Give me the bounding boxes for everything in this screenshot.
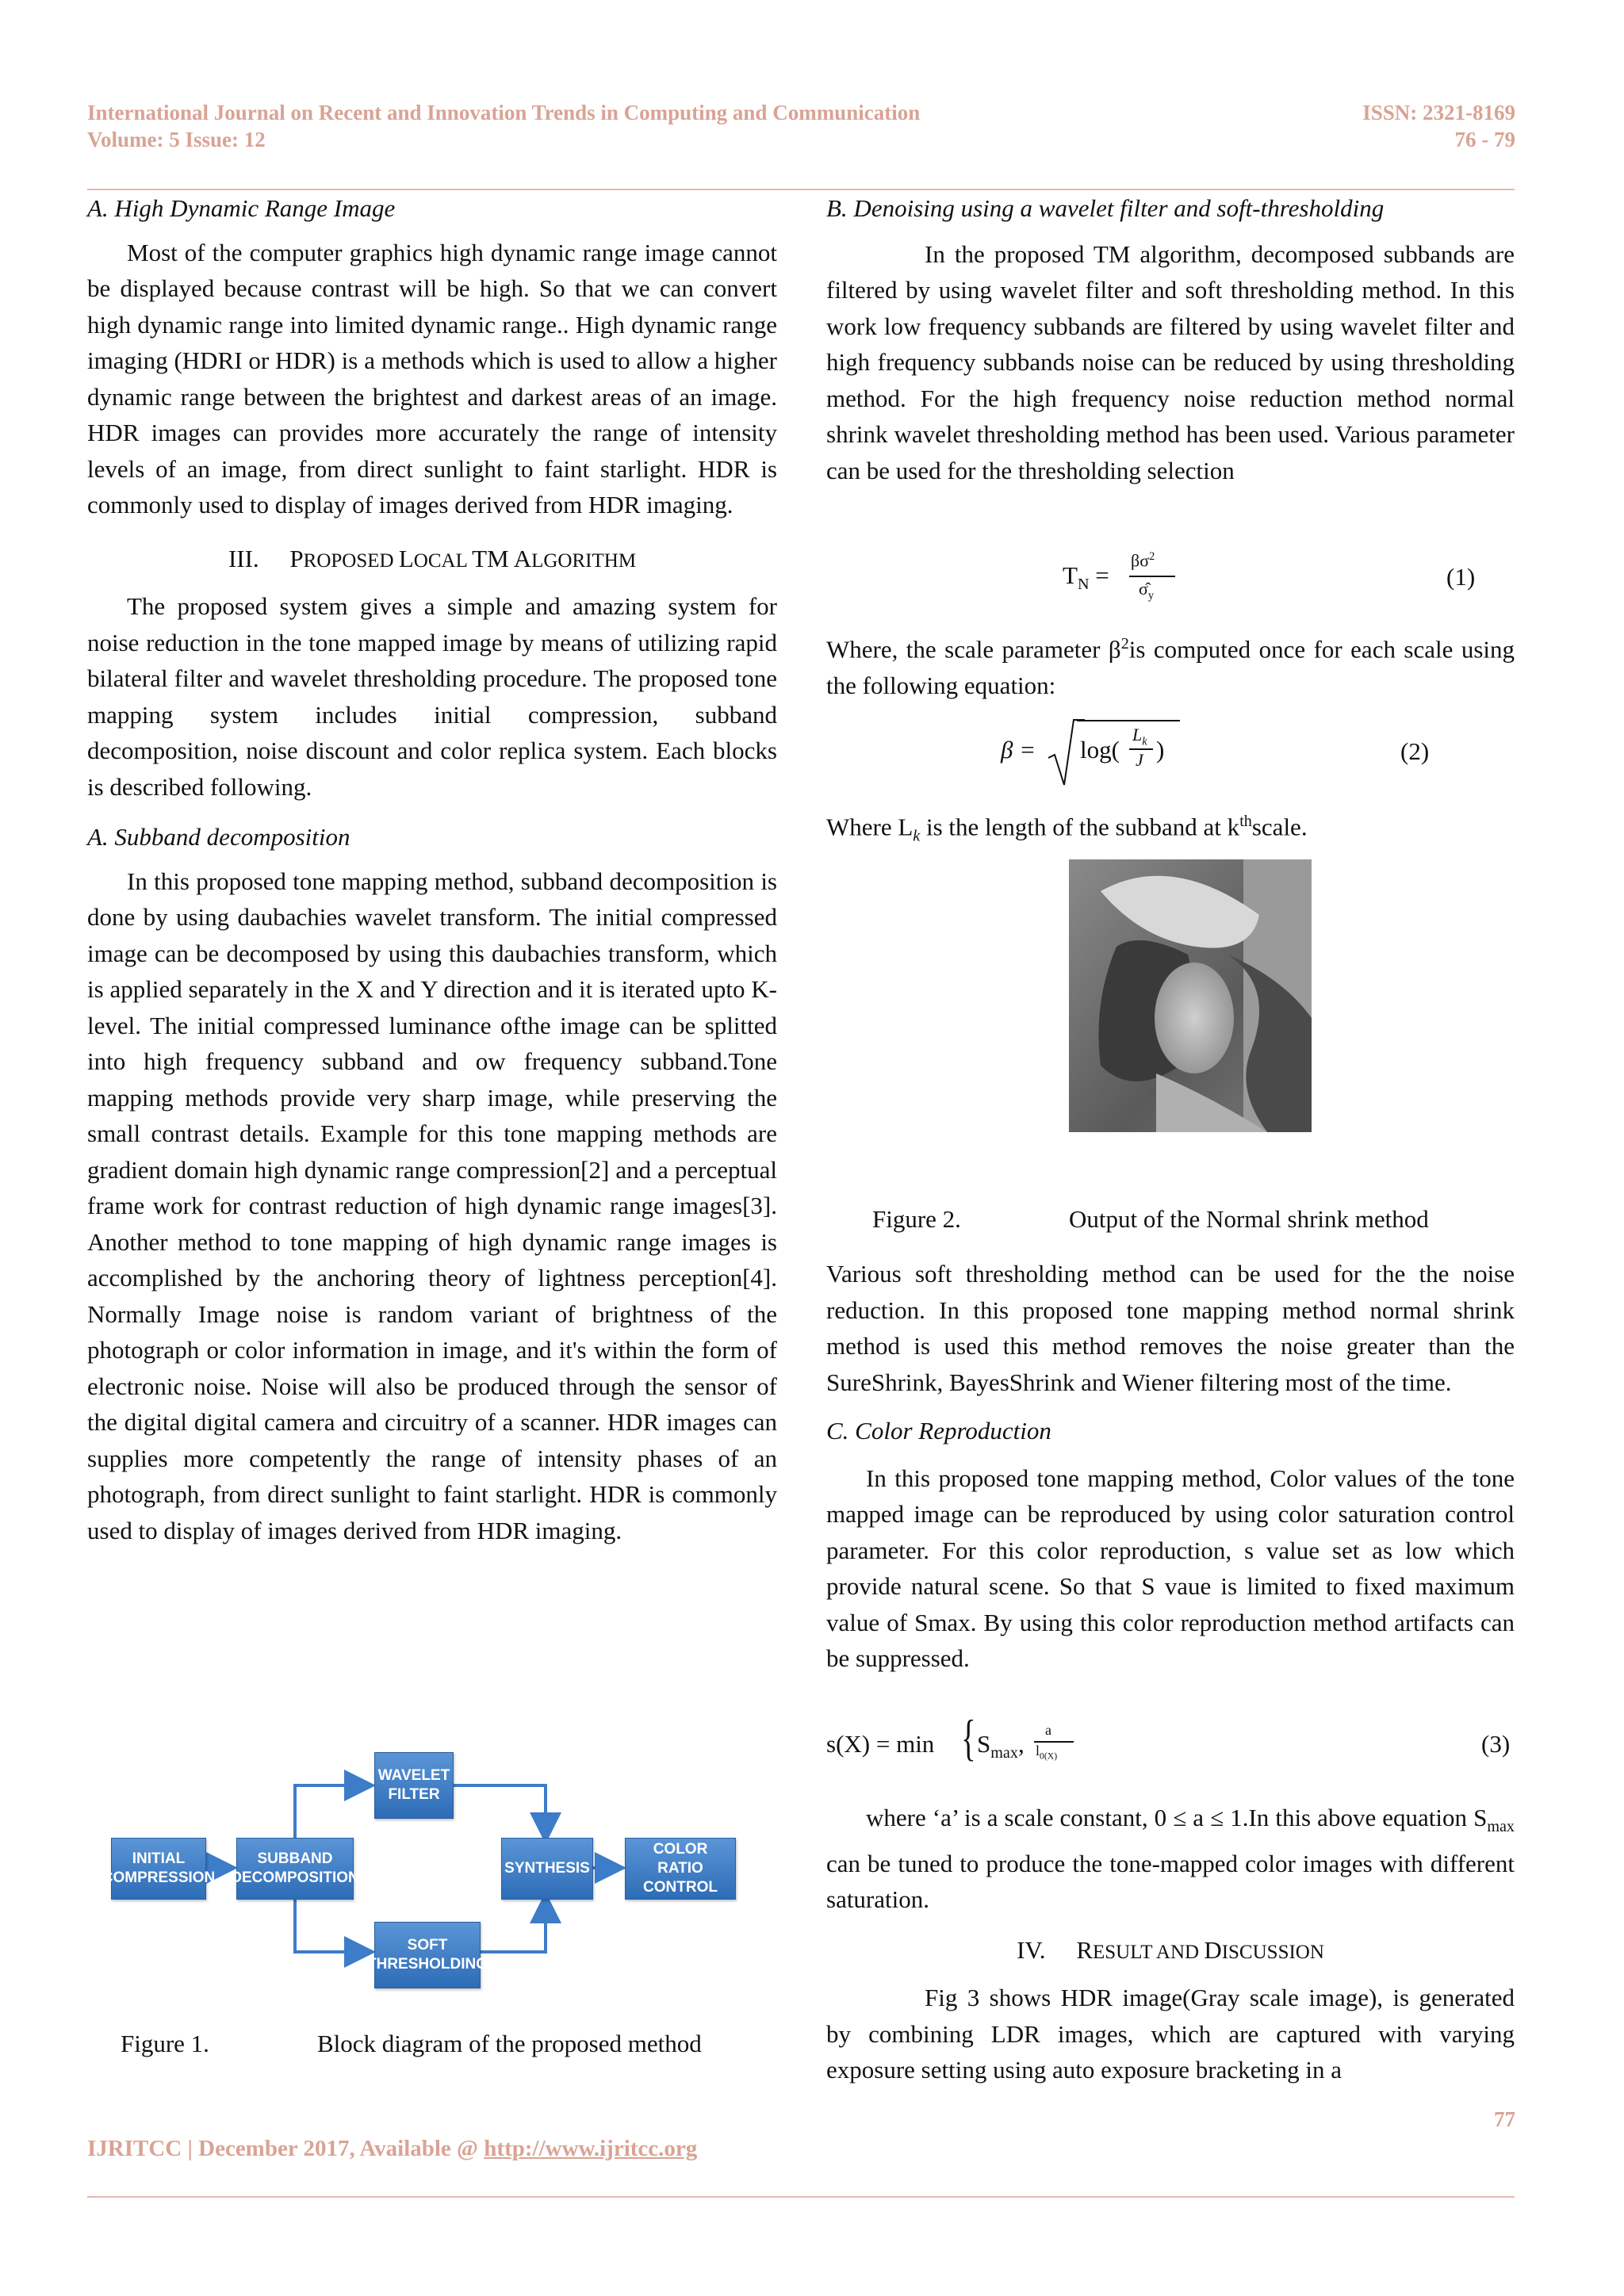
eq3-frac-num: a bbox=[1045, 1722, 1051, 1738]
section-a-paragraph: Most of the computer graphics high dynamic range image cannot be displayed because contrast will be high. So that we can convert high dynamic range into limited dynamic range.. High dynamic range imaging (HDRI or HDR) is a methods which is used to allow a higher dynamic range between the brightest and darkest areas of an image. HDR images can provides more accurately the range of intensity levels of an image, from direct sunlight to faint starlight. HDR is commonly used to display of images derived from HDR imaging. bbox=[87, 238, 777, 519]
eq1-numerator: $\beta\sigma^2$ bbox=[1131, 550, 1155, 571]
section-3-paragraph: The proposed system gives a simple and amazing system for noise reduction in the tone mapped image by means of utilizing rapid bilateral filter and wavelet thresholding procedure. The proposed tone mapping system includes initial compression, subband decomposition, noise discount and color replica system. Each blocks is described following. bbox=[87, 592, 777, 801]
page-range: 76 - 79 bbox=[1454, 128, 1515, 151]
page-number: 77 bbox=[1494, 2107, 1515, 2131]
where-a-paragraph: where ‘a’ is a scale constant, 0 ≤ a ≤ 1.In this above equation $S_{max}$ can be tuned to produce the tone-mapped color images with different saturation. bbox=[826, 1804, 1515, 1914]
eq3-frac-den: $l_{0(X)}$ bbox=[1036, 1743, 1058, 1762]
eq2-frac-den: J bbox=[1136, 750, 1143, 770]
eq3-smax: $S_{max}$, bbox=[977, 1730, 1025, 1762]
equation-1-number: (1) bbox=[1446, 563, 1476, 591]
footer-rule bbox=[87, 2196, 1515, 2198]
initial-compression-box: INITIAL COMPRESSION bbox=[111, 1838, 206, 1900]
footer-link[interactable]: http://www.ijritcc.org bbox=[484, 2136, 698, 2161]
subsection-a-paragraph: In this proposed tone mapping method, subband decomposition is done by using daubachies wavelet transform. The initial compressed image can be decomposed by using this daubachies transform, which is applied separately in the X and Y direction and it is iterated upto K-level. The initial compressed luminance ofthe image can be splitted into high frequency subband and ow frequency subband.Tone mapping methods provide very sharp image, while preserving the small contrast details. Example for this tone mapping methods are gradient domain high dynamic range compression[2] and a perceptual frame work for contrast reduction of high dynamic range images[3]. Another method to tone mapping of high dynamic range images is accomplished by the anchoring theory of lightness perception[4]. Normally Image noise is random variant of brightness of the photograph or color information in image, and it's within the form of electronic noise. Noise will also be produced through the sensor of the digital digital camera and circuitry of a scanner. HDR images can supplies more competently the range of intensity phases of an photograph, from direct sunlight to faint starlight. HDR is commonly used to display of images derived from HDR imaging. bbox=[87, 867, 777, 1544]
section-4-paragraph: Fig 3 shows HDR image(Gray scale image), is generated by combining LDR images, which are captured with varying exposure setting using auto exposure bracketing in a bbox=[826, 1984, 1515, 2084]
equation-3: s(X) = min { $S_{max}$, a $l_{0(X)}$ bbox=[826, 1719, 1112, 1790]
eq1-denominator: $\sigmâ_y$ bbox=[1139, 579, 1155, 603]
equation-3-number: (3) bbox=[1481, 1730, 1511, 1758]
eq2-log: log( bbox=[1080, 736, 1120, 763]
footer-text: IJRITCC | December 2017, Available @ http://www.ijritcc.org bbox=[87, 2136, 698, 2161]
where-subband-length: Where $L_k$ is the length of the subband at $k^{th}scale$. bbox=[826, 813, 1308, 845]
figure-1-diagram bbox=[102, 1728, 745, 1998]
figure-1-caption: Block diagram of the proposed method bbox=[317, 2030, 702, 2057]
volume-issue: Volume: 5 Issue: 12 bbox=[87, 128, 266, 151]
section-3-heading: III. PROPOSED LOCAL TM ALGORITHM bbox=[228, 544, 637, 572]
figure-2-number: Figure 2. bbox=[872, 1205, 961, 1233]
subsection-a-heading: A. Subband decomposition bbox=[87, 823, 350, 851]
issn: ISSN: 2321-8169 bbox=[1362, 101, 1515, 124]
soft-thresholding-box: SOFT THRESHOLDING bbox=[374, 1922, 481, 1988]
figure-2-image bbox=[1069, 859, 1312, 1132]
subband-decomposition-box: SUBBAND DECOMPOSITION bbox=[236, 1838, 354, 1900]
where-scale-parameter: Where, the scale parameter $\beta^2is$ computed once for each scale using the following equation: bbox=[826, 635, 1515, 699]
equation-2: β = log( $L_k$ J ) bbox=[1001, 717, 1175, 788]
left-column bbox=[87, 190, 777, 1548]
color-ratio-control-box: COLOR RATIO CONTROL bbox=[625, 1838, 736, 1900]
section-4-heading: IV. RESULT AND DISCUSSION bbox=[1017, 1935, 1324, 1964]
section-b-heading: B. Denoising using a wavelet filter and soft-thresholding bbox=[826, 194, 1385, 222]
right-column-top bbox=[826, 190, 1515, 488]
figure-1-number: Figure 1. bbox=[121, 2030, 209, 2057]
journal-title: International Journal on Recent and Innovation Trends in Computing and Communication bbox=[87, 101, 921, 124]
synthesis-box: SYNTHESIS bbox=[501, 1838, 593, 1900]
section-c-heading: C. Color Reproduction bbox=[826, 1417, 1051, 1445]
section-b-paragraph: In the proposed TM algorithm, decomposed subbands are filtered by using wavelet filter and soft thresholding method. In this work low frequency subbands are filtered by using wavelet filter and high frequency subbands noise can be reduced by using thresholding method. For the high frequency noise reduction method normal shrink wavelet thresholding method has been used. Various parameter can be used for the thresholding selection bbox=[826, 239, 1515, 484]
normal-shrink-paragraph: Various soft thresholding method can be used for the the noise reduction. In this proposed tone mapping method normal shrink method is used this method removes the noise greater than the SureShrink, BayesShrink and Wiener filtering most of the time. bbox=[826, 1260, 1515, 1396]
figure-2-caption: Output of the Normal shrink method bbox=[1069, 1205, 1429, 1233]
wavelet-filter-box: WAVELET FILTER bbox=[374, 1752, 454, 1819]
portrait-image bbox=[1069, 859, 1312, 1132]
right-column-middle bbox=[826, 1256, 1515, 1677]
section-a-heading: A. High Dynamic Range Image bbox=[87, 194, 396, 222]
section-c-paragraph: In this proposed tone mapping method, Color values of the tone mapped image can be reproduced by using color saturation control parameter. For this color reproduction, s value set as low which provide natural scene. So that S vaue is limited to fixed maximum value of Smax. By using this color reproduction method artifacts can be suppressed. bbox=[826, 1464, 1515, 1672]
eq2-frac-num: $L_k$ bbox=[1132, 725, 1147, 748]
right-column-bottom bbox=[826, 1800, 1515, 2088]
equation-2-number: (2) bbox=[1400, 737, 1430, 765]
